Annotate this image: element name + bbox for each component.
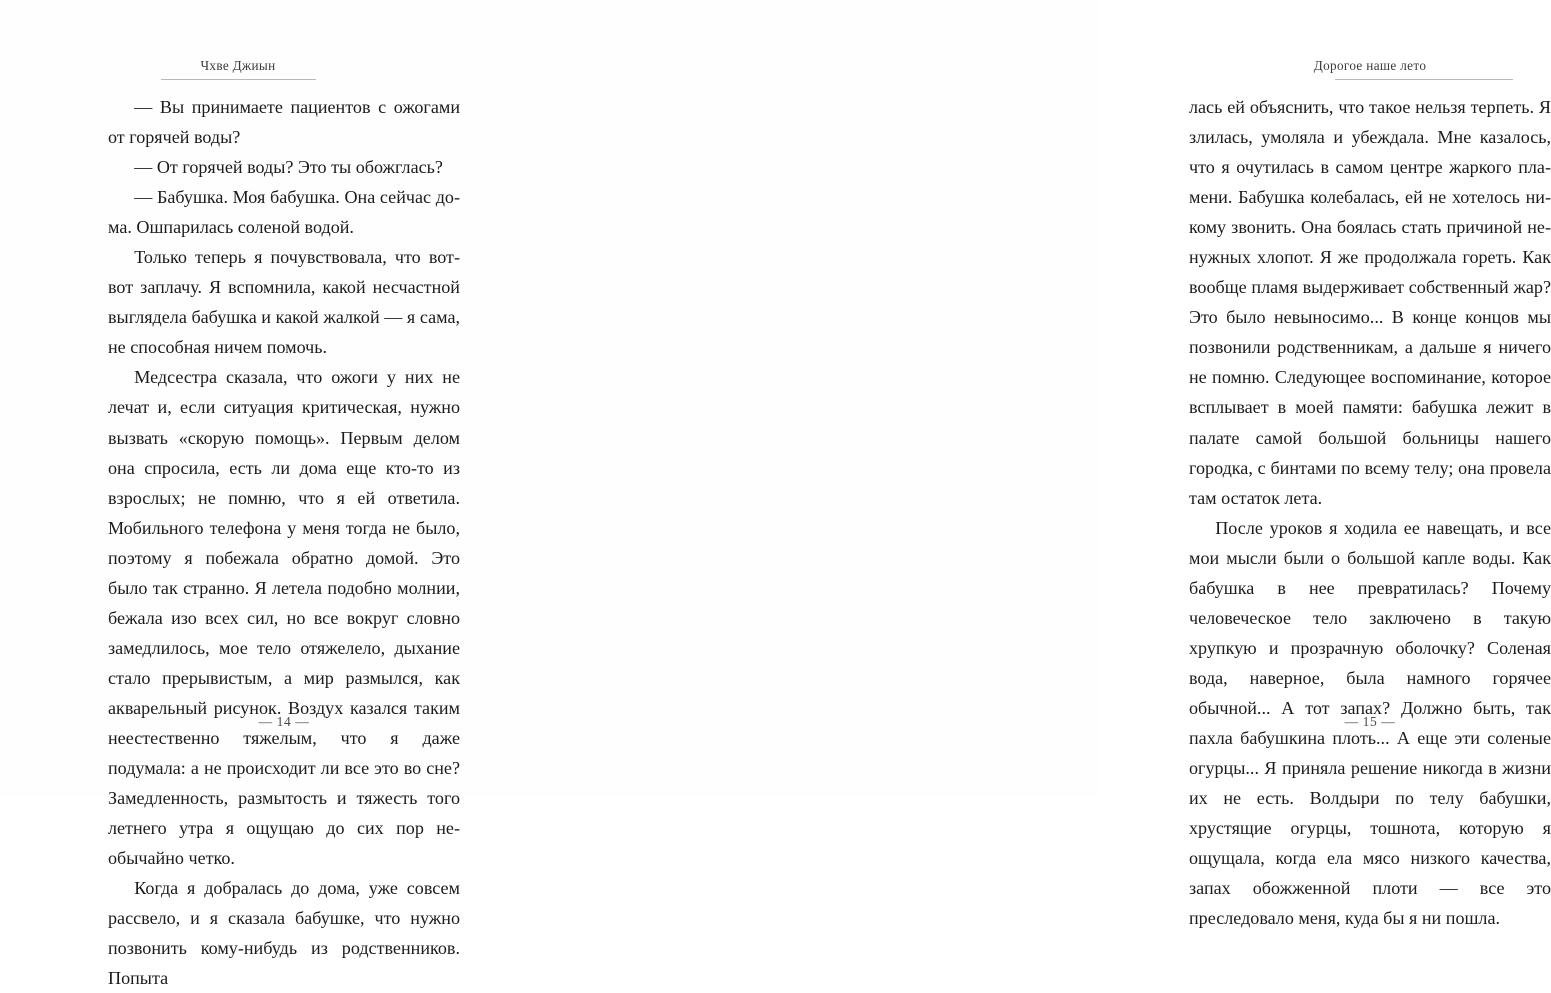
running-head-right-rule xyxy=(1335,79,1513,80)
page-number-right: — 15 — xyxy=(1344,714,1396,729)
paragraph: Медсестра сказала, что ожоги у них не лечат и, если ситуация критическая, нужно вызвать «скорую помощь». Первым делом она спросила, есть ли дома еще кто-то из взрослых; не помню, что я ей ответила. Мобильного телефона у меня тогда не было, поэтому я побежала обратно домой. Это было так странно. Я летела подобно молнии, бежала изо всех сил, но все вокруг словно замедлилось, мое тело отяжелело, дыхание стало прерывистым, а мир размылся, как акварельный рисунок. Воздух казался таким неестественно тяжелым, что я даже подумала: а не происходит ли все это во сне? Замедленность, размытость и тяжесть того летнего утра я ощущаю до сих пор необычайно четко. xyxy=(108,367,460,869)
running-head-right-text: Дорогое наше лето xyxy=(1313,58,1427,73)
page-right xyxy=(550,0,1551,929)
paragraph: Только теперь я почувствовала, что вот-вот заплачу. Я вспомнила, какой несчастной выглядела бабушка и какой жалкой — я сама, не способная ничем помочь. xyxy=(108,247,460,358)
running-head-left-text: Чхве Джиын xyxy=(200,58,276,73)
paragraph: — Вы принимаете пациентов с ожогами от горячей воды? xyxy=(108,97,460,148)
paragraph: лась ей объяснить, что такое нельзя терпеть. Я злилась, умоляла и убеждала. Мне казалось, что я очутилась в самом центре жаркого пламени. Бабушка колебалась, ей не хотелось никому звонить. Она боялась стать причиной ненужных хлопот. Я же продолжала гореть. Как вообще пламя выдерживает собственный жар? Это было невыносимо... В конце концов мы позвонили родственникам, а дальше я ничего не помню. Следующее воспоминание, которое всплывает в моей памяти: бабушка лежит в палате самой большой больницы нашего городка, с бинтами по всему телу; она провела там остаток лета. xyxy=(1189,97,1551,508)
running-head-left-rule xyxy=(161,79,316,80)
body-text-left xyxy=(108,92,460,993)
paragraph: После уроков я ходила ее навещать, и все мои мысли были о большой капле воды. Как бабушка в нее превратилась? Почему человеческое тело заключено в такую хрупкую и прозрачную оболочку? Соленая вода, наверное, была намного горячее обычной... А тот запах? Должно быть, так пахла бабушкина плоть... А еще эти соленые огурцы... Я приняла решение никогда в жизни их не есть. Волдыри по телу бабушки, хрустящие огурцы, тошнота, которую я ощущала, когда ела мясо низкого качества, запах обожженной плоти — все это преследовало меня, куда бы я ни пошла. xyxy=(1189,517,1551,929)
paragraph: Когда я добралась до дома, уже совсем рассвело, и я сказала бабушке, что нужно позвонить кому-нибудь из родственников. Попыта xyxy=(108,878,460,989)
page-number-left: — 14 — xyxy=(258,714,310,729)
running-head-left xyxy=(108,58,368,82)
paragraph: — Бабушка. Моя бабушка. Она сейчас дома. Ошпарилась соленой водой. xyxy=(108,187,460,238)
page-left xyxy=(0,0,550,989)
body-text-right xyxy=(1189,92,1551,933)
paragraph: — От горячей воды? Это ты обожглась? xyxy=(134,157,443,178)
running-head-right xyxy=(1189,58,1551,82)
